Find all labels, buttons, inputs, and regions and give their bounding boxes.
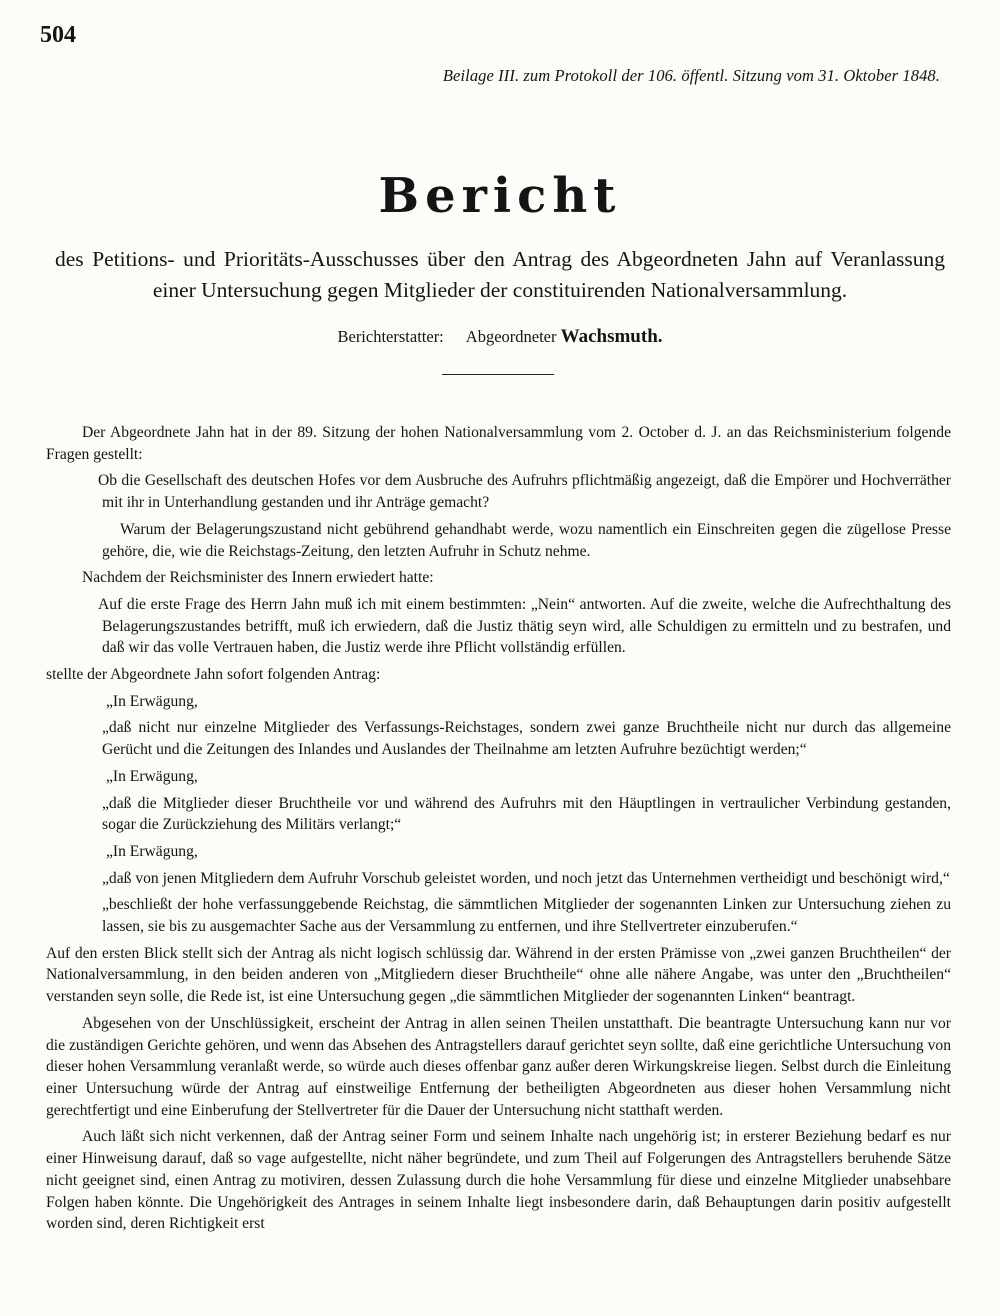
motion-clause: „In Erwägung,: [106, 842, 198, 860]
motion-clause: „daß nicht nur einzelne Mitglieder des Verfassungs-Reichstages, sondern zwei ganze Bruchtheile nicht nur durch das allgemeine Gerücht und die Zeitungen des Inlandes und Auslandes der Theilnahme am letzten Aufruhre bezüchtigt werden;“: [102, 719, 951, 759]
paragraph: stellte der Abgeordnete Jahn sofort folgenden Antrag:: [46, 666, 381, 684]
document-subtitle: des Petitions- und Prioritäts-Ausschusses über den Antrag des Abgeordneten Jahn auf Veranlassung einer Untersuchung gegen Mitglieder der constituirenden Nationalversammlung.: [55, 247, 945, 302]
minister-reply: Auf die erste Frage des Herrn Jahn muß ich mit einem bestimmten: „Nein“ antworten. Auf die zweite, welche die Aufrechthaltung des Belagerungszustandes betrifft, muß ich erwiedern, daß die Justiz thätig seyn wird, alle Schuldigen zu ermitteln und zu bestrafen, und daß wir das volle Vertrauen haben, die Justiz werde ihre Pflicht vollständig erfüllen.: [98, 595, 951, 657]
quoted-question: Ob die Gesellschaft des deutschen Hofes vor dem Ausbruche des Aufruhrs pflichtmäßig angezeigt, daß die Empörer und Hochverräther mit ihr in Unterhandlung gestanden und ihr Anträge gemacht?: [98, 472, 951, 512]
paragraph: Nachdem der Reichsminister des Innern erwiedert hatte:: [82, 569, 434, 587]
motion-clause: „In Erwägung,: [106, 692, 198, 710]
reporter-name: Wachsmuth.: [560, 326, 663, 347]
reporter-line: [0, 326, 1000, 348]
report-body: [46, 422, 951, 1240]
document-title: Bericht: [378, 168, 622, 224]
paragraph: Der Abgeordnete Jahn hat in der 89. Sitzung der hohen Nationalversammlung vom 2. October d. J. an das Reichsministerium folgende Fragen gestellt:: [46, 424, 951, 463]
motion-clause: „beschließt der hohe verfassunggebende Reichstag, die sämmtlichen Mitglieder der sogenannten Linken zur Untersuchung ziehen zu lassen, sie bis zu ausgemachter Sache aus der Versammlung zu entfernen, und ihre Stellvertreter einzuberufen.“: [102, 896, 951, 936]
paragraph: Abgesehen von der Unschlüssigkeit, erscheint der Antrag in allen seinen Theilen unstatthaft. Die beantragte Untersuchung kann nur vor die zuständigen Gerichte gehören, und wenn das Absehen des Antragstellers darauf gerichtet seyn sollte, daß eine gerichtliche Untersuchung von dieser hohen Versammlung veranlaßt werde, so würde auch dieses offenbar ganz außer deren Wirkungskreise liegen. Selbst durch die Einleitung einer Untersuchung würde der Antrag auf einstweilige Entfernung der betheiligten Abgeordneten aus dieser hohen Versammlung nicht gerechtfertigt und eine Einberufung der Stellvertreter für die Dauer der Untersuchung nicht statthaft werden.: [46, 1014, 951, 1119]
paragraph: Auf den ersten Blick stellt sich der Antrag als nicht logisch schlüssig dar. Während in der ersten Prämisse von „zwei ganzen Bruchtheilen“ der Nationalversammlung, in den beiden anderen von „Mitgliedern dieser Bruchtheile“ ohne alle nähere Angabe, was unter den „Bruchtheilen“ verstanden seyn solle, die Rede ist, ist eine Untersuchung gegen „die sämmtlichen Mitglieder der sogenannten Linken“ beantragt.: [46, 944, 951, 1006]
motion-clause: „daß von jenen Mitgliedern dem Aufruhr Vorschub geleistet worden, und noch jetzt das Unternehmen vertheidigt und beschönigt wird,“: [102, 869, 950, 887]
motion-clause: „In Erwägung,: [106, 767, 198, 785]
reporter-role: Abgeordneter: [465, 327, 557, 346]
motion-clause: „daß die Mitglieder dieser Bruchtheile vor und während des Aufruhrs mit den Häuptlingen in vertraulicher Verbindung gestanden, sogar die Zurückziehung des Militärs verlangt;“: [102, 794, 951, 834]
page-number: 504: [40, 22, 76, 48]
reporter-label: Berichterstatter:: [337, 327, 444, 346]
running-header: Beilage III. zum Protokoll der 106. öffentl. Sitzung vom 31. Oktober 1848.: [442, 66, 940, 85]
title-divider: [442, 374, 554, 375]
paragraph: Auch läßt sich nicht verkennen, daß der Antrag seiner Form und seinem Inhalte nach ungehörig ist; in ersterer Beziehung bedarf es nur einer Hinweisung darauf, daß so vage aufgestellte, nicht näher begründete, und zum Theil auf Folgerungen des Antragstellers beruhende Sätze nicht geeignet sind, einen Antrag zu motiviren, dessen Zulassung durch die hohe Versammlung für diese und einzelne Mitglieder unabsehbare Folgen haben könnte. Die Ungehörigkeit des Antrages in seinem Inhalte liegt insbesondere darin, daß Behauptungen darin positiv aufgestellt worden sind, deren Richtigkeit erst: [46, 1128, 951, 1233]
quoted-question: Warum der Belagerungszustand nicht gebührend gehandhabt werde, wozu namentlich ein Einschreiten gegen die zügellose Presse gehöre, die, wie die Reichstags-Zeitung, den letzten Aufruhr in Schutz nehme.: [102, 520, 951, 560]
